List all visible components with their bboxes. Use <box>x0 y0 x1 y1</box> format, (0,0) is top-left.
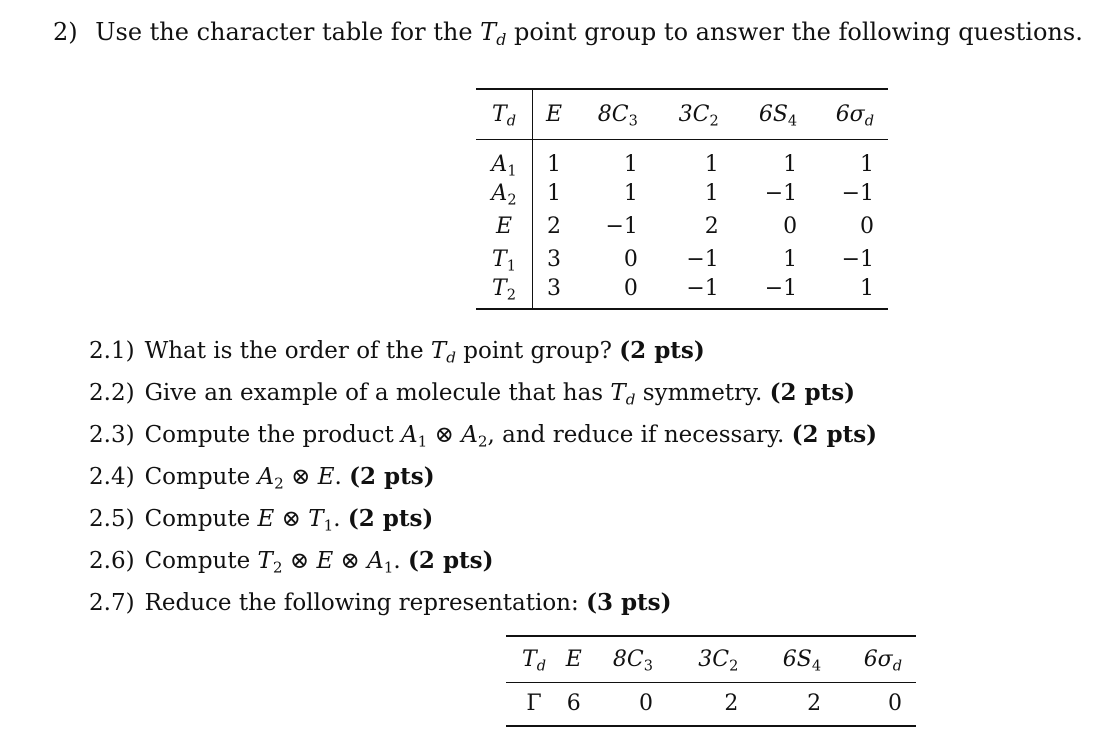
math-subscript: 2 <box>477 432 488 451</box>
problem-group-symbol: T <box>480 18 497 46</box>
math-symbol: T <box>308 506 324 532</box>
class-header-main: 6S <box>782 646 812 672</box>
question-item <box>89 420 877 462</box>
question-text: symmetry. <box>635 380 770 406</box>
class-header <box>562 636 586 682</box>
irrep-label <box>476 276 533 309</box>
character-value: 0 <box>860 213 874 239</box>
problem-heading <box>53 18 1083 49</box>
question-item <box>89 588 877 630</box>
math-symbol: E <box>316 548 334 574</box>
points-label: (2 pts) <box>769 379 856 406</box>
math-subscript: 1 <box>383 558 394 577</box>
question-item <box>89 546 877 588</box>
character-value: 1 <box>860 151 874 177</box>
irrep-subscript: 1 <box>506 257 516 274</box>
class-header-main: 6σ <box>835 101 865 127</box>
math-subscript: 2 <box>274 474 284 493</box>
reducible-representation-table <box>506 635 916 727</box>
math-symbol: A <box>401 422 418 448</box>
irrep-label <box>476 139 533 177</box>
irrep-symbol: T <box>492 246 507 272</box>
reducible-value: 0 <box>638 691 653 717</box>
class-header-subscript: d <box>892 658 902 675</box>
table-group-symbol: T <box>492 101 507 127</box>
math-subscript: 2 <box>272 558 283 577</box>
points-label: (2 pts) <box>791 421 878 448</box>
reducible-table-header <box>506 636 916 682</box>
class-header <box>815 89 888 139</box>
irrep-subscript: 1 <box>507 162 517 179</box>
question-text: ⊗ <box>282 548 317 574</box>
character-value: 0 <box>623 246 638 272</box>
points-label: (2 pts) <box>619 337 705 364</box>
question-number: 2.1) <box>89 338 135 364</box>
question-item <box>89 504 877 546</box>
character-value: 1 <box>547 180 561 206</box>
irrep-symbol: A <box>491 180 508 206</box>
question-text: ⊗ <box>274 506 309 532</box>
reducible-row <box>506 682 916 726</box>
character-value: 1 <box>783 246 798 272</box>
table-group-symbol: T <box>522 646 537 672</box>
math-symbol: T <box>257 548 273 574</box>
character-value: 1 <box>783 151 798 177</box>
class-header-main: E <box>545 101 563 127</box>
class-header-subscript: 2 <box>709 113 719 130</box>
question-text: Compute the product <box>144 422 402 448</box>
class-header-main: E <box>565 646 582 672</box>
class-header-main: 8C <box>612 646 644 672</box>
character-value: −1 <box>605 213 638 239</box>
math-subscript: d <box>625 390 636 409</box>
irrep-symbol: T <box>492 276 507 301</box>
question-number: 2.7) <box>89 590 135 616</box>
table-group-label <box>476 89 533 139</box>
problem-number: 2) <box>53 18 78 46</box>
character-value: 1 <box>860 276 874 301</box>
question-number: 2.3) <box>89 422 135 448</box>
irrep-subscript: 2 <box>506 287 516 304</box>
question-number: 2.5) <box>89 506 135 532</box>
irrep-row <box>476 243 888 276</box>
class-header-subscript: 3 <box>643 658 653 675</box>
character-value: 2 <box>704 213 719 239</box>
character-value: 1 <box>704 151 719 177</box>
irrep-row <box>476 177 888 210</box>
reducible-value: 6 <box>566 691 581 717</box>
math-symbol: A <box>461 422 478 448</box>
question-item <box>89 462 877 504</box>
question-text: Give an example of a molecule that has <box>144 380 611 406</box>
irrep-label <box>476 243 533 276</box>
question-item <box>89 336 877 378</box>
math-symbol: A <box>367 548 384 574</box>
character-table-body <box>476 139 888 309</box>
class-header-main: 6σ <box>863 646 893 672</box>
points-label: (2 pts) <box>347 505 434 532</box>
class-header <box>671 636 756 682</box>
class-header-subscript: 4 <box>811 658 822 675</box>
table-group-subscript: d <box>506 113 516 130</box>
character-value: 2 <box>547 213 561 239</box>
class-header-main: 3C <box>698 646 730 672</box>
class-header <box>839 636 916 682</box>
question-list <box>89 336 877 630</box>
table-group-label <box>506 636 562 682</box>
problem-text-after: point group to answer the following questions. <box>513 18 1083 46</box>
class-header-main: 3C <box>678 101 710 127</box>
question-text: What is the order of the <box>144 338 431 364</box>
math-symbol: E <box>317 464 335 490</box>
character-value: −1 <box>841 180 874 206</box>
class-header-main: 6S <box>758 101 788 127</box>
question-text: . <box>393 548 409 574</box>
question-text: Reduce the following representation: <box>144 590 587 616</box>
math-symbol: T <box>430 338 447 364</box>
question-text: , and reduce if necessary. <box>487 422 792 448</box>
irrep-row <box>476 276 888 309</box>
points-label: (2 pts) <box>349 463 435 490</box>
character-value: 1 <box>623 180 638 206</box>
math-subscript: 1 <box>417 432 428 451</box>
character-value: −1 <box>686 246 719 272</box>
question-text: ⊗ <box>333 548 368 574</box>
character-value: −1 <box>841 246 874 272</box>
character-value: −1 <box>764 180 798 206</box>
math-symbol: T <box>610 380 626 406</box>
reducible-value: 0 <box>888 691 902 717</box>
question-text: Compute <box>144 506 258 532</box>
math-symbol: E <box>257 506 275 532</box>
character-table-header <box>476 89 888 139</box>
question-text: ⊗ <box>283 464 318 490</box>
irrep-row <box>476 210 888 243</box>
class-header-main: 8C <box>597 101 629 127</box>
question-text: . <box>334 464 350 490</box>
character-value: 0 <box>623 276 638 301</box>
class-header <box>586 636 671 682</box>
question-number: 2.2) <box>89 380 135 406</box>
class-header <box>656 89 737 139</box>
character-value: 3 <box>547 246 561 272</box>
irrep-symbol: A <box>491 151 508 177</box>
question-text: . <box>333 506 348 532</box>
class-header <box>575 89 656 139</box>
character-value: 3 <box>547 276 561 301</box>
question-number: 2.6) <box>89 548 135 574</box>
irrep-row <box>476 139 888 177</box>
class-header <box>737 89 815 139</box>
math-symbol: A <box>257 464 275 490</box>
irrep-subscript: 2 <box>507 191 517 208</box>
class-header <box>756 636 839 682</box>
irrep-label <box>476 210 533 243</box>
class-header-subscript: 3 <box>628 113 638 130</box>
problem-group-subscript: d <box>496 29 507 49</box>
gamma-label: Γ <box>526 691 542 717</box>
character-value: 1 <box>547 151 561 177</box>
character-value: −1 <box>764 276 798 301</box>
class-header-subscript: 2 <box>729 658 739 675</box>
class-header <box>533 89 576 139</box>
question-text: point group? <box>455 338 620 364</box>
question-number: 2.4) <box>89 464 135 490</box>
character-table <box>476 88 888 310</box>
problem-text-before: Use the character table for the <box>95 18 473 46</box>
reducible-value: 2 <box>807 691 822 717</box>
question-item <box>89 378 877 420</box>
reducible-value: 2 <box>724 691 739 717</box>
character-value: −1 <box>686 276 719 301</box>
irrep-label <box>476 177 533 210</box>
irrep-symbol: E <box>495 213 513 239</box>
question-text: ⊗ <box>427 422 462 448</box>
class-header-subscript: d <box>864 113 874 130</box>
character-value: 1 <box>623 151 638 177</box>
question-text: Compute <box>144 464 258 490</box>
question-text: Compute <box>144 548 258 574</box>
math-subscript: 1 <box>323 516 334 535</box>
points-label: (3 pts) <box>586 589 672 616</box>
points-label: (2 pts) <box>408 547 494 574</box>
class-header-subscript: 4 <box>787 113 798 130</box>
math-subscript: d <box>446 348 456 367</box>
table-group-subscript: d <box>536 658 546 675</box>
character-value: 0 <box>783 213 798 239</box>
character-value: 1 <box>704 180 719 206</box>
